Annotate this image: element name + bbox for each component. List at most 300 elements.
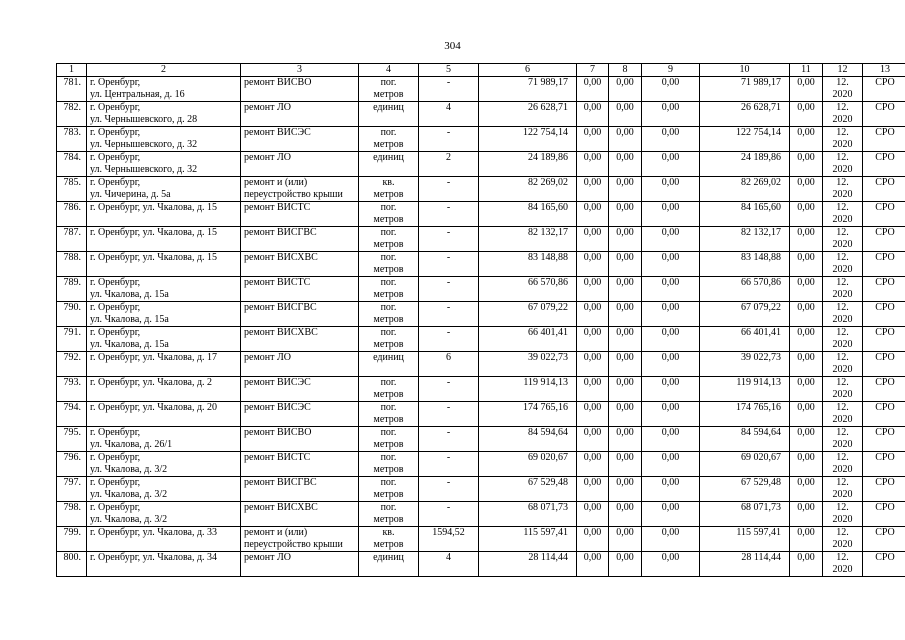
regional-fund-cell: 69 020,67 [700,452,790,477]
regional-fund-cell: 82 132,17 [700,227,790,252]
deadline-cell-line: 12. [836,327,849,338]
value-cell: 0,00 [609,177,642,202]
value-cell: 0,00 [642,402,700,427]
row-number: 796. [57,452,87,477]
unit-cell [359,552,419,577]
value-cell: 0,00 [790,227,823,252]
unit-cell [359,202,419,227]
deadline-cell-line: 12. [836,427,849,438]
deadline-cell-line: 2020 [832,114,853,125]
work-type-cell [241,452,359,477]
unit-cell [359,227,419,252]
unit-cell [359,527,419,552]
address-cell [87,402,241,427]
category-cell: СРО [863,427,905,452]
value-cell: 0,00 [642,477,700,502]
row-number: 784. [57,152,87,177]
value-cell: 0,00 [609,77,642,102]
value-cell: 0,00 [642,177,700,202]
table-row [57,452,905,477]
work-type-cell-line: ремонт ЛО [244,552,291,563]
deadline-cell [823,552,863,577]
work-type-cell-line: ремонт ВИСГВС [244,227,317,238]
unit-cell [359,302,419,327]
work-type-cell [241,177,359,202]
work-type-cell [241,102,359,127]
table-row [57,202,905,227]
address-cell [87,127,241,152]
value-cell: 0,00 [790,552,823,577]
page-number: 304 [444,40,461,52]
unit-cell-line: пог. [380,377,397,388]
value-cell: 0,00 [577,402,609,427]
work-type-cell [241,202,359,227]
deadline-cell [823,477,863,502]
address-cell [87,177,241,202]
regional-fund-cell: 66 401,41 [700,327,790,352]
value-cell: 0,00 [609,302,642,327]
work-type-cell [241,352,359,377]
table-row [57,502,905,527]
address-cell-line: г. Оренбург, [90,327,141,338]
regional-fund-cell: 26 628,71 [700,102,790,127]
column-header: 12 [823,64,863,77]
work-type-cell [241,377,359,402]
unit-cell [359,177,419,202]
unit-cell [359,377,419,402]
deadline-cell-line: 12. [836,527,849,538]
deadline-cell-line: 12. [836,352,849,363]
unit-cell [359,477,419,502]
table-row [57,377,905,402]
unit-cell-line: пог. [380,402,397,413]
work-type-cell-line: ремонт ВИСХВС [244,327,318,338]
value-cell: 0,00 [642,252,700,277]
total-cost-cell: 39 022,73 [479,352,577,377]
table-row [57,477,905,502]
work-type-cell-line: ремонт и (или) [244,527,308,538]
deadline-cell-line: 12. [836,177,849,188]
total-cost-cell: 83 148,88 [479,252,577,277]
column-header: 7 [577,64,609,77]
deadline-cell [823,502,863,527]
category-cell: СРО [863,452,905,477]
work-type-cell-line: ремонт ВИСЭС [244,127,311,138]
total-cost-cell: 71 989,17 [479,77,577,102]
category-cell: СРО [863,152,905,177]
unit-cell [359,77,419,102]
address-cell [87,502,241,527]
address-cell [87,252,241,277]
deadline-cell [823,327,863,352]
column-header: 3 [241,64,359,77]
table-row [57,227,905,252]
deadline-cell-line: 2020 [832,89,853,100]
address-cell-line: г. Оренбург, [90,302,141,313]
total-cost-cell: 68 071,73 [479,502,577,527]
value-cell: 0,00 [609,252,642,277]
address-cell-line: ул. Чкалова, д. 15а [90,314,169,325]
work-type-cell-line: ремонт ВИСТС [244,277,311,288]
deadline-cell-line: 2020 [832,139,853,150]
value-cell: 0,00 [577,152,609,177]
address-cell-line: ул. Чкалова, д. 3/2 [90,464,168,475]
row-number: 798. [57,502,87,527]
total-cost-cell: 115 597,41 [479,527,577,552]
address-cell-line: ул. Чкалова, д. 15а [90,339,169,350]
value-cell: 0,00 [577,277,609,302]
work-type-cell-line: ремонт ВИСХВС [244,252,318,263]
value-cell: 0,00 [609,102,642,127]
regional-fund-cell: 67 079,22 [700,302,790,327]
deadline-cell [823,377,863,402]
address-cell-line: г. Оренбург, [90,427,141,438]
category-cell: СРО [863,302,905,327]
category-cell: СРО [863,377,905,402]
table-row [57,77,905,102]
value-cell: 0,00 [642,527,700,552]
deadline-cell-line: 2020 [832,164,853,175]
quantity-cell: 1594,52 [419,527,479,552]
category-cell: СРО [863,352,905,377]
deadline-cell-line: 12. [836,127,849,138]
regional-fund-cell: 67 529,48 [700,477,790,502]
deadline-cell-line: 12. [836,77,849,88]
unit-cell-line: пог. [380,252,397,263]
value-cell: 0,00 [609,352,642,377]
regional-fund-cell: 84 165,60 [700,202,790,227]
regional-fund-cell: 174 765,16 [700,402,790,427]
value-cell: 0,00 [790,177,823,202]
deadline-cell-line: 12. [836,227,849,238]
work-type-cell-line: ремонт ВИСВО [244,427,312,438]
value-cell: 0,00 [609,477,642,502]
total-cost-cell: 82 269,02 [479,177,577,202]
total-cost-cell: 67 529,48 [479,477,577,502]
row-number: 786. [57,202,87,227]
address-cell-line: ул. Чернышевского, д. 28 [90,114,198,125]
deadline-cell [823,102,863,127]
value-cell: 0,00 [577,77,609,102]
value-cell: 0,00 [642,377,700,402]
column-header: 13 [863,64,905,77]
address-cell [87,352,241,377]
value-cell: 0,00 [790,302,823,327]
deadline-cell-line: 2020 [832,439,853,450]
address-cell-line: г. Оренбург, ул. Чкалова, д. 15 [90,252,218,263]
value-cell: 0,00 [790,402,823,427]
value-cell: 0,00 [577,527,609,552]
work-type-cell-line: переустройство крыши [244,539,343,550]
total-cost-cell: 122 754,14 [479,127,577,152]
unit-cell [359,277,419,302]
regional-fund-cell: 68 071,73 [700,502,790,527]
table-row [57,127,905,152]
category-cell: СРО [863,327,905,352]
header-row [57,64,905,77]
row-number: 788. [57,252,87,277]
value-cell: 0,00 [642,502,700,527]
address-cell [87,302,241,327]
value-cell: 0,00 [642,452,700,477]
unit-cell-line: пог. [380,302,397,313]
deadline-cell-line: 12. [836,202,849,213]
deadline-cell-line: 12. [836,277,849,288]
work-type-cell [241,302,359,327]
address-cell-line: г. Оренбург, ул. Чкалова, д. 15 [90,202,218,213]
deadline-cell-line: 12. [836,302,849,313]
value-cell: 0,00 [577,502,609,527]
table-row [57,327,905,352]
quantity-cell: - [419,402,479,427]
address-cell-line: г. Оренбург, [90,152,141,163]
work-type-cell-line: ремонт ВИСТС [244,452,311,463]
quantity-cell: 2 [419,152,479,177]
regional-fund-cell: 119 914,13 [700,377,790,402]
value-cell: 0,00 [642,202,700,227]
quantity-cell: - [419,177,479,202]
deadline-cell [823,227,863,252]
value-cell: 0,00 [642,327,700,352]
work-type-cell-line: переустройство крыши [244,189,343,200]
address-cell-line: г. Оренбург, ул. Чкалова, д. 2 [90,377,213,388]
quantity-cell: - [419,277,479,302]
row-number: 781. [57,77,87,102]
category-cell: СРО [863,177,905,202]
table-body [57,77,905,577]
address-cell [87,77,241,102]
value-cell: 0,00 [642,127,700,152]
deadline-cell-line: 2020 [832,264,853,275]
deadline-cell-line: 2020 [832,464,853,475]
unit-cell-line: единиц [373,352,404,363]
unit-cell [359,327,419,352]
value-cell: 0,00 [609,527,642,552]
row-number: 791. [57,327,87,352]
value-cell: 0,00 [642,427,700,452]
quantity-cell: - [419,77,479,102]
row-number: 783. [57,127,87,152]
regional-fund-cell: 84 594,64 [700,427,790,452]
category-cell: СРО [863,202,905,227]
value-cell: 0,00 [577,227,609,252]
value-cell: 0,00 [790,102,823,127]
row-number: 793. [57,377,87,402]
unit-cell [359,352,419,377]
total-cost-cell: 69 020,67 [479,452,577,477]
column-header: 1 [57,64,87,77]
table-row [57,427,905,452]
address-cell-line: ул. Чкалова, д. 3/2 [90,489,168,500]
value-cell: 0,00 [642,277,700,302]
table-row [57,352,905,377]
deadline-cell [823,427,863,452]
regional-fund-cell: 28 114,44 [700,552,790,577]
address-cell [87,152,241,177]
value-cell: 0,00 [790,277,823,302]
value-cell: 0,00 [609,552,642,577]
deadline-cell [823,527,863,552]
category-cell: СРО [863,277,905,302]
deadline-cell-line: 2020 [832,489,853,500]
unit-cell-line: метров [373,389,404,400]
address-cell [87,327,241,352]
work-type-cell-line: ремонт ВИСТС [244,202,311,213]
value-cell: 0,00 [609,202,642,227]
work-type-cell [241,477,359,502]
address-cell-line: г. Оренбург, [90,177,141,188]
address-cell-line: г. Оренбург, ул. Чкалова, д. 17 [90,352,218,363]
quantity-cell: - [419,302,479,327]
deadline-cell-line: 2020 [832,564,853,575]
unit-cell-line: пог. [380,202,397,213]
address-cell-line: ул. Чкалова, д. 26/1 [90,439,173,450]
unit-cell-line: пог. [380,452,397,463]
work-type-cell-line: ремонт ЛО [244,152,291,163]
total-cost-cell: 28 114,44 [479,552,577,577]
category-cell: СРО [863,477,905,502]
quantity-cell: - [419,452,479,477]
table-row [57,552,905,577]
row-number: 785. [57,177,87,202]
value-cell: 0,00 [577,127,609,152]
value-cell: 0,00 [642,102,700,127]
unit-cell-line: единиц [373,552,404,563]
deadline-cell-line: 2020 [832,389,853,400]
value-cell: 0,00 [609,427,642,452]
deadline-cell [823,202,863,227]
value-cell: 0,00 [609,127,642,152]
unit-cell-line: метров [373,139,404,150]
row-number: 794. [57,402,87,427]
deadline-cell-line: 12. [836,477,849,488]
work-type-cell [241,77,359,102]
deadline-cell-line: 2020 [832,239,853,250]
address-cell [87,202,241,227]
category-cell: СРО [863,102,905,127]
address-cell [87,227,241,252]
unit-cell [359,252,419,277]
address-cell-line: г. Оренбург, [90,102,141,113]
deadline-cell [823,452,863,477]
address-cell-line: г. Оренбург, [90,77,141,88]
row-number: 797. [57,477,87,502]
table-row [57,302,905,327]
regional-fund-cell: 24 189,86 [700,152,790,177]
total-cost-cell: 26 628,71 [479,102,577,127]
address-cell-line: г. Оренбург, [90,277,141,288]
address-cell-line: г. Оренбург, [90,502,141,513]
unit-cell-line: метров [373,539,404,550]
value-cell: 0,00 [790,202,823,227]
address-cell [87,427,241,452]
regional-fund-cell: 122 754,14 [700,127,790,152]
value-cell: 0,00 [790,352,823,377]
value-cell: 0,00 [790,152,823,177]
row-number: 795. [57,427,87,452]
regional-fund-cell: 71 989,17 [700,77,790,102]
unit-cell-line: метров [373,214,404,225]
value-cell: 0,00 [609,502,642,527]
address-cell-line: г. Оренбург, ул. Чкалова, д. 20 [90,402,218,413]
work-type-cell-line: ремонт ВИСВО [244,77,312,88]
value-cell: 0,00 [577,427,609,452]
quantity-cell: 4 [419,102,479,127]
value-cell: 0,00 [790,77,823,102]
unit-cell-line: пог. [380,127,397,138]
unit-cell-line: пог. [380,327,397,338]
value-cell: 0,00 [577,552,609,577]
value-cell: 0,00 [642,552,700,577]
unit-cell-line: пог. [380,77,397,88]
deadline-cell-line: 2020 [832,214,853,225]
address-cell [87,527,241,552]
unit-cell-line: пог. [380,427,397,438]
table-row [57,402,905,427]
quantity-cell: - [419,502,479,527]
unit-cell [359,152,419,177]
table-row [57,102,905,127]
regional-fund-cell: 39 022,73 [700,352,790,377]
work-type-cell-line: ремонт ВИСЭС [244,402,311,413]
value-cell: 0,00 [790,252,823,277]
address-cell-line: ул. Центральная, д. 16 [90,89,185,100]
work-type-cell-line: ремонт ВИСГВС [244,477,317,488]
total-cost-cell: 24 189,86 [479,152,577,177]
address-cell [87,277,241,302]
address-cell-line: г. Оренбург, [90,127,141,138]
unit-cell-line: единиц [373,152,404,163]
value-cell: 0,00 [790,377,823,402]
work-type-cell [241,127,359,152]
address-cell-line: ул. Чкалова, д. 15а [90,289,169,300]
quantity-cell: 6 [419,352,479,377]
deadline-cell [823,302,863,327]
row-number: 792. [57,352,87,377]
unit-cell [359,127,419,152]
table-row [57,252,905,277]
unit-cell-line: пог. [380,227,397,238]
deadline-cell [823,77,863,102]
regional-fund-cell: 82 269,02 [700,177,790,202]
unit-cell [359,402,419,427]
unit-cell-line: кв. [382,527,395,538]
value-cell: 0,00 [609,402,642,427]
value-cell: 0,00 [790,452,823,477]
work-type-cell [241,252,359,277]
table-row [57,277,905,302]
value-cell: 0,00 [642,227,700,252]
unit-cell-line: метров [373,289,404,300]
deadline-cell-line: 2020 [832,364,853,375]
deadline-cell-line: 2020 [832,414,853,425]
value-cell: 0,00 [642,77,700,102]
category-cell: СРО [863,402,905,427]
column-header: 8 [609,64,642,77]
row-number: 789. [57,277,87,302]
row-number: 800. [57,552,87,577]
address-cell [87,452,241,477]
work-type-cell [241,527,359,552]
quantity-cell: 4 [419,552,479,577]
deadline-cell-line: 2020 [832,289,853,300]
unit-cell-line: метров [373,414,404,425]
unit-cell-line: метров [373,489,404,500]
deadline-cell [823,252,863,277]
unit-cell-line: метров [373,439,404,450]
deadline-cell [823,127,863,152]
total-cost-cell: 66 401,41 [479,327,577,352]
